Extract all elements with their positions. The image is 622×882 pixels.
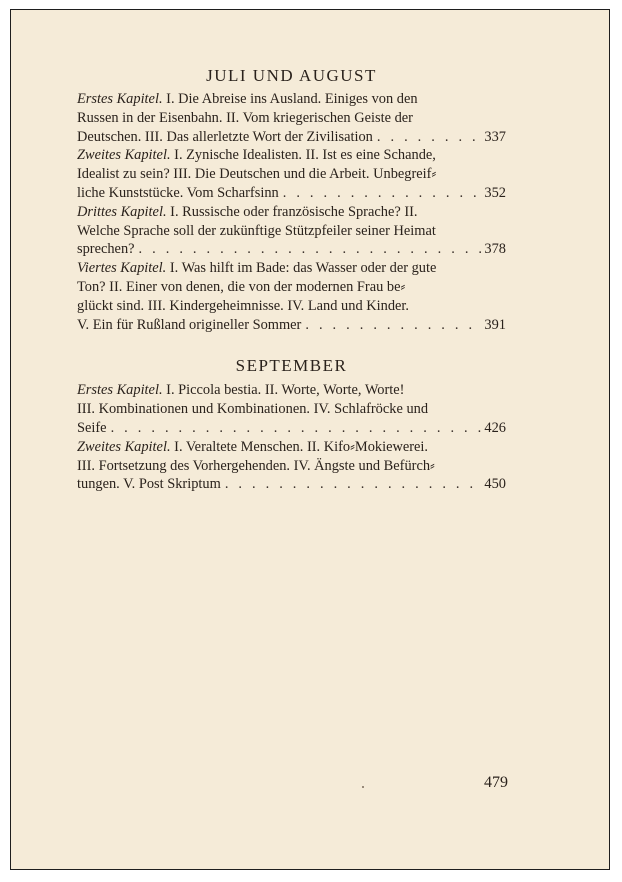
section-title-september: SEPTEMBER: [235, 356, 348, 376]
dot-leader: [225, 475, 482, 494]
toc-entry-line: III. Kombinationen und Kombinationen. IV. Schlafröcke und: [77, 401, 429, 418]
toc-entry-line: Idealist zu sein? III. Die Deutschen und die Arbeit. Unbegreif⸗: [77, 166, 437, 183]
toc-entry: [77, 381, 506, 437]
toc-entry-line: [77, 381, 506, 400]
toc-entry-last-line: [77, 240, 506, 259]
toc-entry-line: Ton? II. Einer von denen, die von der modernen Frau be⸗: [77, 278, 406, 295]
page-number: 479: [484, 774, 508, 791]
toc-entry-line: [77, 90, 506, 109]
toc-entry: [77, 203, 506, 259]
entry-text: I. Zynische Idealisten. II. Ist es eine Schande,: [174, 147, 436, 164]
toc-entry-line: [77, 438, 506, 457]
toc-entry-line: [77, 203, 506, 222]
dot-leader: [377, 128, 482, 147]
toc-entry-last-line: [77, 419, 506, 438]
entry-text: Seife: [77, 419, 107, 436]
dot-leader: [305, 316, 481, 335]
chapter-label: Zweites Kapitel.: [77, 438, 171, 455]
paper-speck: [362, 786, 364, 788]
toc-entry-line: [77, 146, 506, 165]
chapter-label: Viertes Kapitel.: [77, 260, 167, 277]
entry-text: Deutschen. III. Das allerletzte Wort der Zivilisation: [77, 128, 373, 145]
toc-entry-last-line: [77, 184, 506, 203]
page-reference: 426: [484, 419, 506, 436]
dot-leader: [139, 240, 482, 259]
page-reference: 450: [484, 476, 506, 493]
entry-text: I. Veraltete Menschen. II. Kifo⸗Mokiewerei.: [174, 438, 429, 455]
toc-entry-last-line: [77, 128, 506, 147]
dot-leader: [283, 184, 482, 203]
page-reference: 337: [484, 128, 506, 145]
toc-entry-last-line: [77, 475, 506, 494]
page-reference: 391: [484, 316, 506, 333]
chapter-label: Erstes Kapitel.: [77, 91, 163, 107]
book-page: [10, 9, 610, 870]
dot-leader: [111, 419, 482, 438]
chapter-label: Zweites Kapitel.: [77, 147, 171, 164]
toc-entry: [77, 146, 506, 202]
toc-entry-line: [77, 259, 506, 278]
entry-text: I. Piccola bestia. II. Worte, Worte, Worte!: [166, 382, 405, 399]
page-reference: 378: [484, 241, 506, 258]
entry-text: I. Russische oder französische Sprache? II.: [170, 203, 418, 220]
toc-entry-line: glückt sind. III. Kindergeheimnisse. IV. Land und Kinder.: [77, 297, 409, 314]
entry-text: sprechen?: [77, 241, 135, 258]
section-title-juli-und-august: JULI UND AUGUST: [206, 66, 377, 85]
entry-text: I. Was hilft im Bade: das Wasser oder der gute: [169, 260, 437, 277]
entry-text: V. Ein für Rußland origineller Sommer: [77, 316, 302, 333]
toc-entry: [77, 438, 506, 494]
table-of-contents: [77, 66, 506, 494]
toc-entry-line: Welche Sprache soll der zukünftige Stützpfeiler seiner Heimat: [77, 222, 436, 239]
entry-text: I. Die Abreise ins Ausland. Einiges von den: [166, 91, 418, 107]
entry-text: liche Kunststücke. Vom Scharfsinn: [77, 184, 279, 201]
toc-entry: [77, 90, 506, 146]
toc-entry-line: Russen in der Eisenbahn. II. Vom kriegerischen Geiste der: [77, 109, 413, 126]
toc-entry-last-line: [77, 316, 506, 335]
chapter-label: Erstes Kapitel.: [77, 382, 163, 399]
page-reference: 352: [484, 184, 506, 201]
toc-entry: [77, 259, 506, 334]
toc-entry-line: III. Fortsetzung des Vorhergehenden. IV. Ängste und Befürch⸗: [77, 457, 435, 474]
entry-text: tungen. V. Post Skriptum: [77, 476, 221, 493]
chapter-label: Drittes Kapitel.: [77, 203, 167, 220]
